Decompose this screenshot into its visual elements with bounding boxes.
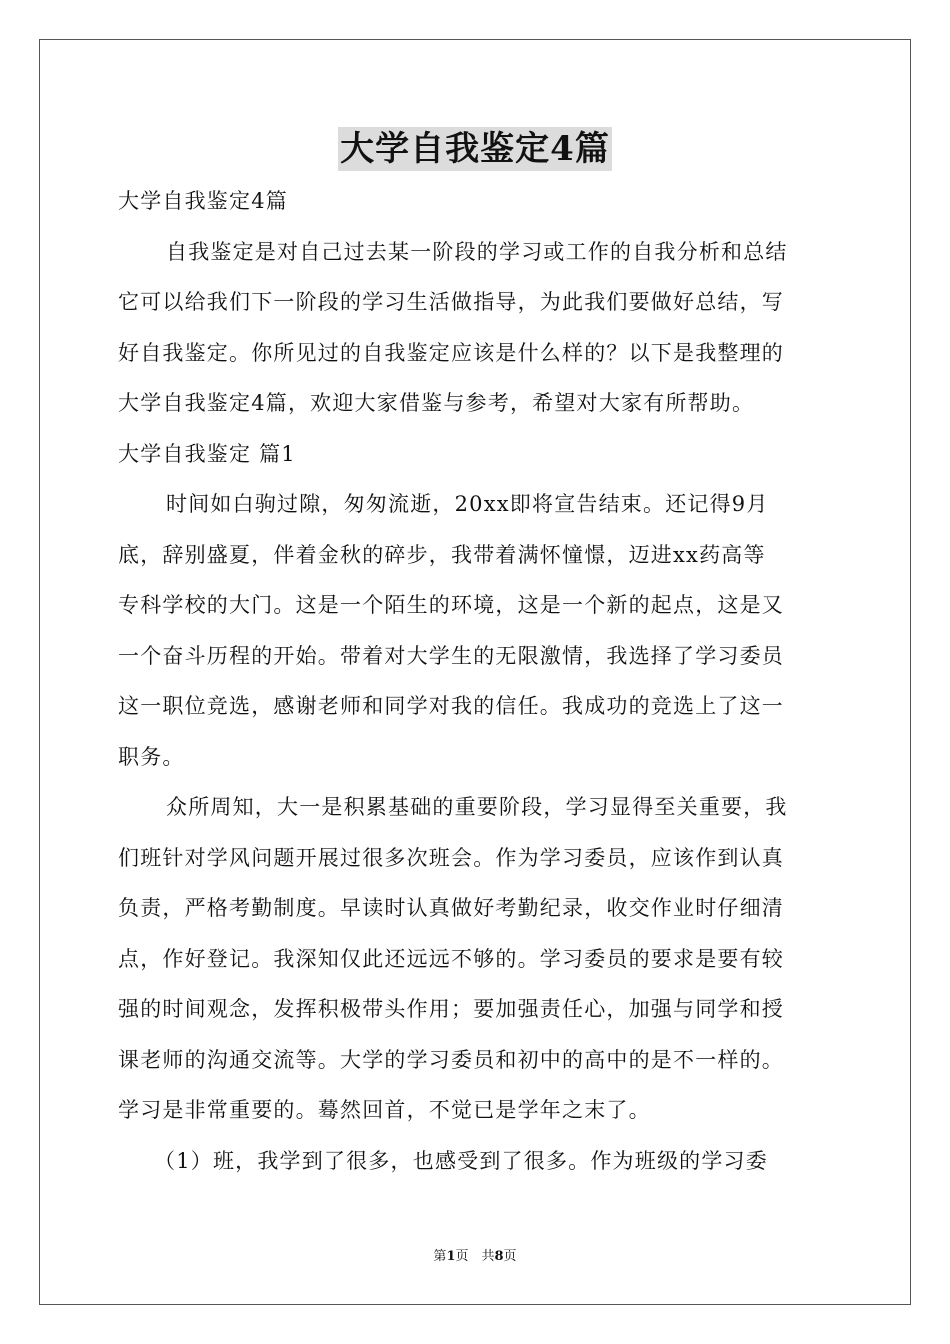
paragraph-line: 众所周知，大一是积累基础的重要阶段，学习显得至关重要，我 xyxy=(166,795,788,819)
subtitle-line: 大学自我鉴定4篇 xyxy=(118,189,288,213)
paragraph-line: 自我鉴定是对自己过去某一阶段的学习或工作的自我分析和总结 xyxy=(166,239,788,264)
paragraph-line: 它可以给我们下一阶段的学习生活做指导，为此我们要做好总结，写 xyxy=(118,290,784,314)
paragraph-line: 底，辞别盛夏，伴着金秋的碎步，我带着满怀憧憬，迈进xx药高等 xyxy=(118,542,766,567)
footer-prefix: 第 xyxy=(433,1249,447,1264)
page-footer xyxy=(0,1247,950,1267)
paragraph-line: 负责，严格考勤制度。早读时认真做好考勤纪录，收交作业时仔细清 xyxy=(118,896,784,920)
paragraph-line: 课老师的沟通交流等。大学的学习委员和初中的高中的是不一样的。 xyxy=(118,1047,784,1072)
paragraph-line: 职务。 xyxy=(118,744,185,769)
paragraph-line: 一个奋斗历程的开始。带着对大学生的无限激情，我选择了学习委员 xyxy=(118,643,784,668)
title-container xyxy=(0,127,950,171)
footer-suffix: 页 xyxy=(503,1249,517,1264)
paragraph-line: 强的时间观念，发挥积极带头作用；要加强责任心，加强与同学和授 xyxy=(118,997,784,1021)
paragraph-line: 大学自我鉴定4篇，欢迎大家借鉴与参考，希望对大家有所帮助。 xyxy=(118,391,755,415)
paragraph-line: 这一职位竞选，感谢老师和同学对我的信任。我成功的竞选上了这一 xyxy=(118,694,784,718)
paragraph-line: 们班针对学风问题开展过很多次班会。作为学习委员，应该作到认真 xyxy=(118,845,784,870)
paragraph-line: 好自我鉴定。你所见过的自我鉴定应该是什么样的？以下是我整理的 xyxy=(118,340,784,365)
document-title: 大学自我鉴定4篇 xyxy=(340,129,610,169)
section-heading: 大学自我鉴定 篇1 xyxy=(118,441,296,466)
document-body xyxy=(118,176,834,1186)
paragraph-line: 专科学校的大门。这是一个陌生的环境，这是一个新的起点，这是又 xyxy=(118,593,784,617)
paragraph-line: 点，作好登记。我深知仅此还远远不够的。学习委员的要求是要有较 xyxy=(118,946,784,971)
current-page-number: 1 xyxy=(446,1249,456,1264)
paragraph-line: 学习是非常重要的。蓦然回首，不觉已是学年之末了。 xyxy=(118,1098,651,1122)
paragraph-line: 时间如白驹过隙，匆匆流逝，20xx即将宣告结束。还记得9月 xyxy=(166,492,769,516)
paragraph-line: （1）班，我学到了很多，也感受到了很多。作为班级的学习委 xyxy=(154,1148,768,1173)
footer-mid: 页 共 xyxy=(455,1249,495,1264)
total-pages-number: 8 xyxy=(494,1249,504,1264)
